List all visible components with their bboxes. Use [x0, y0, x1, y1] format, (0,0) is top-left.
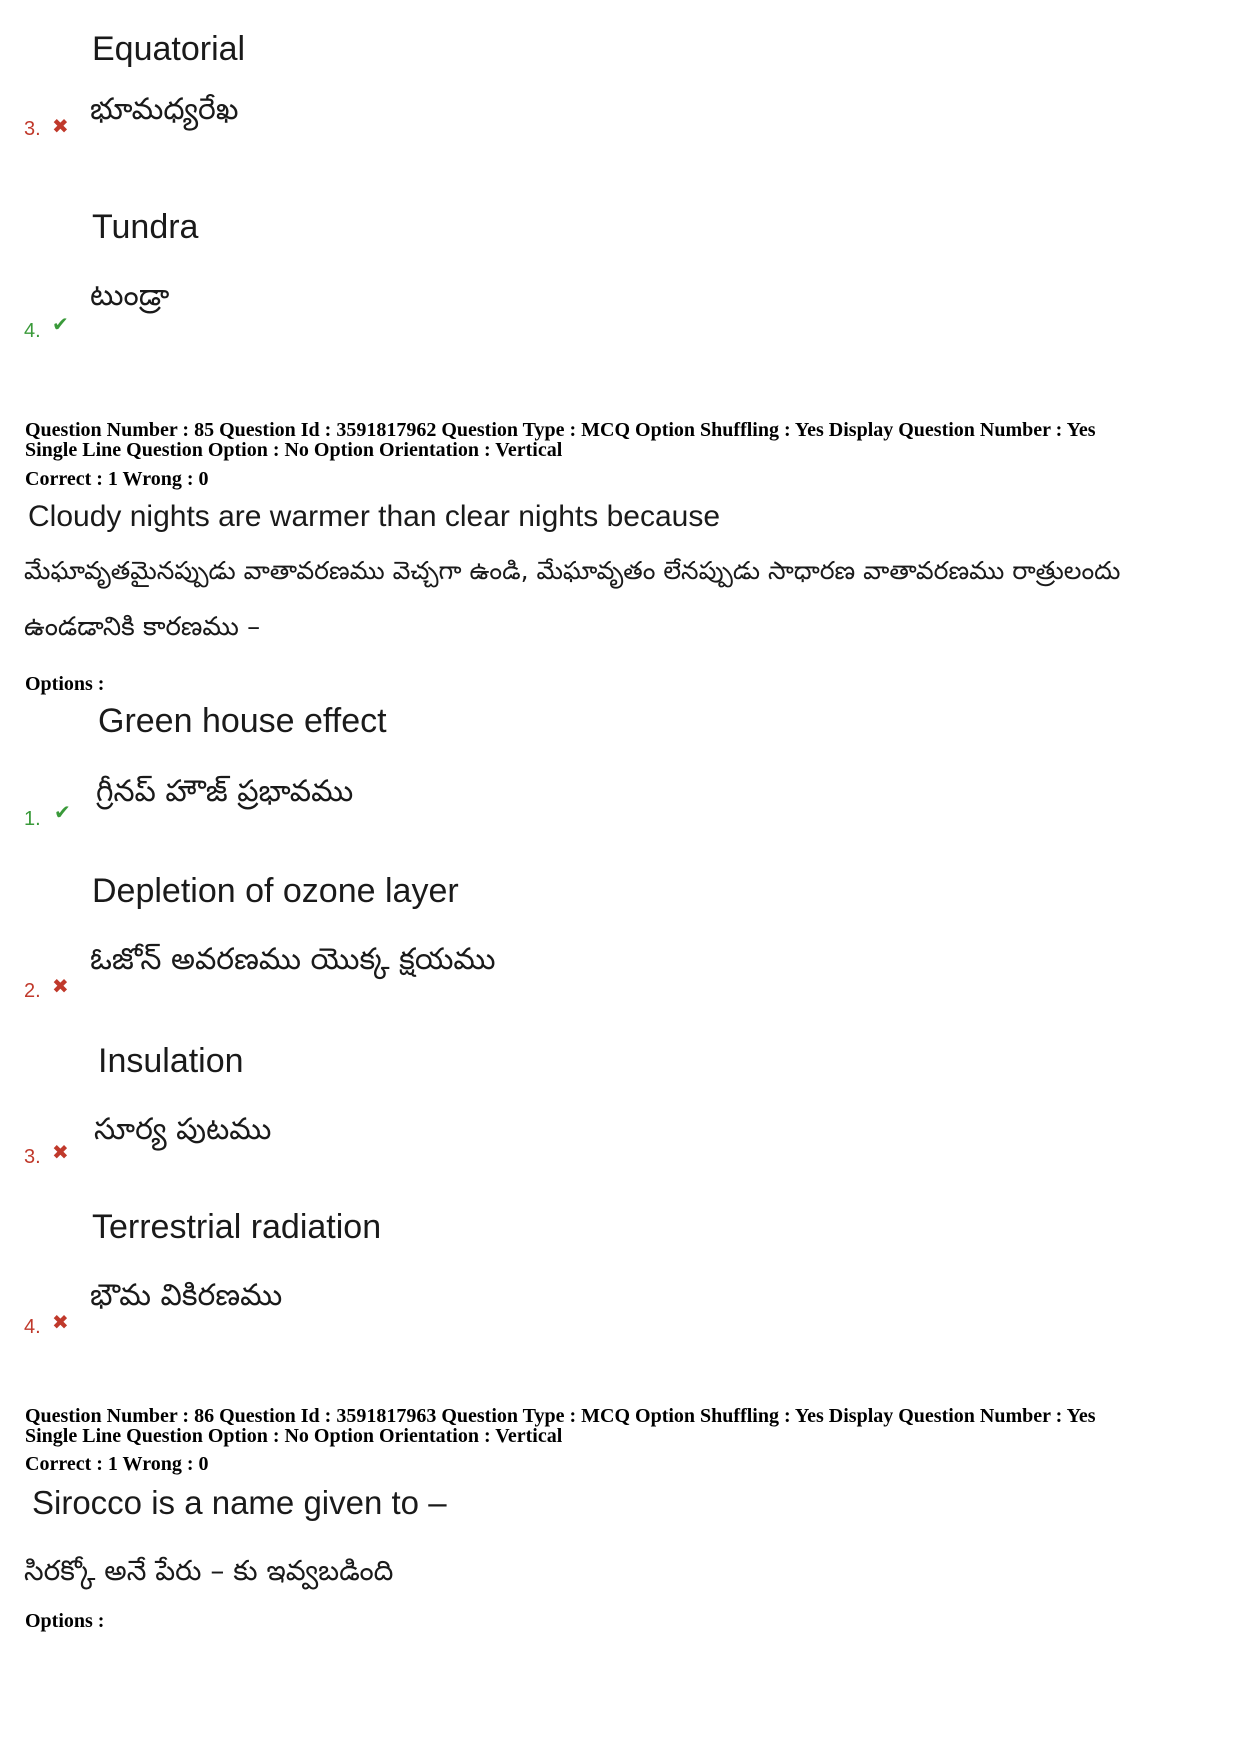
question-text-te-line2: ఉండడానికి కారణము –	[24, 612, 261, 642]
question-marks: Correct : 1 Wrong : 0	[25, 1453, 209, 1475]
option-text-en: Insulation	[98, 1042, 244, 1080]
option-text-te: సూర్య పుటము	[94, 1112, 272, 1147]
check-icon: ✔	[54, 800, 71, 824]
option-text-en: Green house effect	[98, 702, 387, 740]
question-meta-line2: Single Line Question Option : No Option Orientation : Vertical	[25, 439, 563, 461]
option-text-te: భూమధ్యరేఖ	[90, 92, 239, 127]
question-marks: Correct : 1 Wrong : 0	[25, 468, 209, 490]
question-text-te-line1: మేఘావృతమైనప్పుడు వాతావరణము వెచ్చగా ఉండి, మేఘావృతం లేనప్పుడు సాధారణ వాతావరణము రాత్రులందు	[24, 556, 1121, 585]
cross-icon: ✖	[52, 114, 69, 138]
question-meta-line2: Single Line Question Option : No Option Orientation : Vertical	[25, 1425, 563, 1447]
option-text-te: గ్రీనప్ హౌజ్ ప్రభావము	[96, 774, 354, 809]
cross-icon: ✖	[52, 974, 69, 998]
option-1-green-house	[24, 702, 1204, 832]
option-text-en: Equatorial	[92, 30, 246, 68]
option-3-insulation	[24, 1042, 1204, 1172]
option-number: 4.	[24, 1316, 41, 1338]
question-text-te: సిరక్కో అనే పేరు – కు ఇవ్వబడింది	[24, 1554, 394, 1587]
options-label: Options :	[25, 1610, 105, 1632]
option-4-terrestrial	[24, 1208, 1204, 1338]
option-number: 3.	[24, 1146, 41, 1168]
question-text-en: Cloudy nights are warmer than clear nights because	[28, 500, 721, 533]
question-text-en: Sirocco is a name given to –	[32, 1484, 447, 1521]
options-label: Options :	[25, 673, 105, 695]
option-text-te: టుండ్రా	[90, 278, 170, 313]
option-number: 1.	[24, 808, 41, 830]
option-text-en: Depletion of ozone layer	[92, 872, 459, 910]
option-number: 3.	[24, 118, 41, 140]
question-meta-line1: Question Number : 85 Question Id : 3591817962 Question Type : MCQ Option Shuffling : Yes Display Question Number : Yes	[25, 419, 1096, 441]
option-number: 2.	[24, 980, 41, 1002]
cross-icon: ✖	[52, 1310, 69, 1334]
option-2-ozone	[24, 872, 1204, 1002]
option-number: 4.	[24, 320, 41, 342]
cross-icon: ✖	[52, 1140, 69, 1164]
option-3-equatorial	[24, 30, 1204, 150]
question-meta-line1: Question Number : 86 Question Id : 3591817963 Question Type : MCQ Option Shuffling : Yes Display Question Number : Yes	[25, 1405, 1096, 1427]
option-text-te: ఓజోన్ అవరణము యొక్క క్షయము	[90, 942, 496, 977]
check-icon: ✔	[52, 312, 69, 336]
option-4-tundra	[24, 208, 1204, 342]
option-text-en: Terrestrial radiation	[92, 1208, 382, 1246]
option-text-en: Tundra	[92, 208, 199, 246]
option-text-te: భౌమ వికిరణము	[90, 1278, 283, 1313]
